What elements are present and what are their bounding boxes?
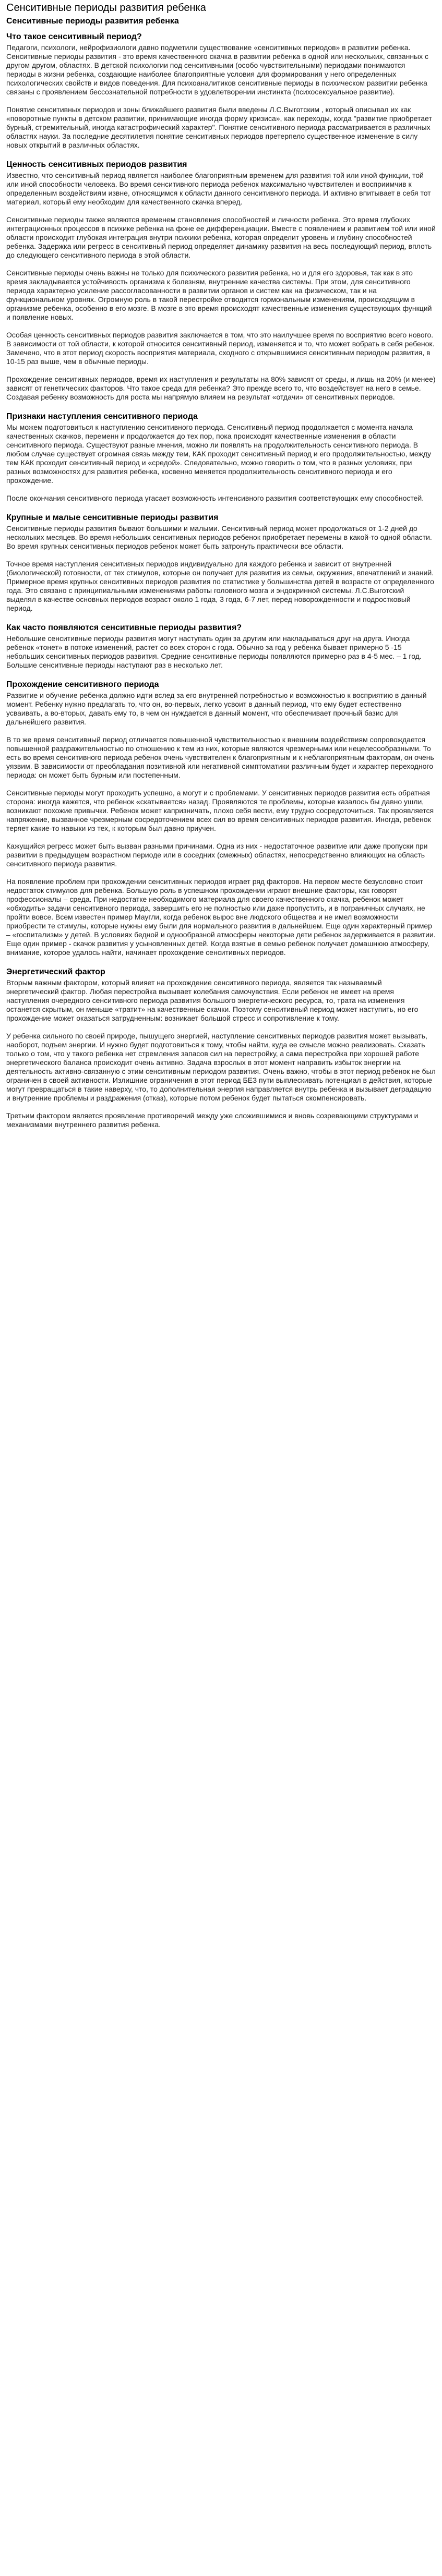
page [0, 0, 442, 1142]
paragraph: Точное время наступления сенситивных периодов индивидуально для каждого ребенка и зависит от внутренней (биологической) готовности, от тех стимулов, которые он получает для развития из семьи, окружения, впечатлений и знаний. Примерное время крупных сенситивных периодов развития по статистике у большинства детей в возрасте от определенного года. Это связано с принципиальными изменениями работы головного мозга и эндокринной системы. Л.С.Выготский выделял в качестве основных периодов возраст около 1 года, 3 года, 6-7 лет, перед новорожденности и подростковый период. [6, 560, 434, 612]
paragraph: Особая ценность сенситивных периодов развития заключается в том, что это наилучшее время по восприятию всего нового. В зависимости от той области, к которой относится сенситивный период, изменяется и то, что может вобрать в себя ребенок. Замечено, что в этот период скорость восприятия материала, сходного с открывшимися сенситивным периодом развития, в 10-15 раз выше, чем в обычные периоды. [6, 331, 435, 366]
paragraph: Понятие сенситивных периодов и зоны ближайшего развития были введены Л.С.Выготским , который описывал их как «поворотные пункты в детском развитии, принимающие иногда форму кризиса», как переходы, когда "развитие приобретает бурный, стремительный, иногда катастрофический характер". Понятие сенситивного периода рассматривается в различных областях науки. За последние десятилетия понятие сенситивных периодов претерпело существенное изменение в силу новых открытий в различных областях. [6, 105, 432, 149]
section-heading: Энергетический фактор [6, 967, 105, 976]
paragraph: Третьим фактором является проявление противоречий между уже сложившимися и вновь созревающими структурами и механизмами внутреннего развития ребенка. [6, 1111, 419, 1129]
paragraph: Вторым важным фактором, который влияет на прохождение сенситивного периода, является так называемый энергетический фактор. Любая перестройка вызывает колебания самочувствия. Если ребенок не имеет на время наступления очередного сенситивного периода развития большого энергетического ресурса, то, трата на изменения останется скрытым, он меньше «тратит» на качественные скачки. Поэтому сенситивный период может наступить, но его прохождение может оказаться затрудненным: возникает большой стресс и сопротивление к тому. [6, 978, 419, 1022]
section-heading: Крупные и малые сенситивные периоды развития [6, 513, 219, 522]
paragraph: Кажущийся регресс может быть вызван разными причинами. Одна из них - недостаточное развитие или даже пропуски при развитии в предыдущем возрастном периоде или в соседних (смежных) областях, непосредственно влияющих на область сенситивного периода развития. [6, 842, 428, 868]
paragraph: Развитие и обучение ребенка должно идти вслед за его внутренней потребностью и возможностью к восприятию в данный момент. Ребенку нужно предлагать то, что он, во-первых, легко усвоит в данный период, что ему будет естественно усваивать, а во-вторых, давать ему то, в чем он нуждается в данный момент, что обеспечивает прочный базис для дальнейшего развития. [6, 691, 427, 726]
article-body [6, 15, 436, 1129]
paragraph: Небольшие сенситивные периоды развития могут наступать один за другим или накладываться друг на друга. Иногда ребенок «тонет» в потоке изменений, растет со всех сторон с года. Обычно за год у ребенка бывает примерно 5 -15 небольших сенситивных периодов развития. Средние сенситивные периоды появляются примерно раз в 4-5 мес. – 1 год. Большие сенситивные периоды наступают раз в несколько лет. [6, 634, 422, 669]
paragraph: В то же время сенситивный период отличается повышенной чувствительностью к внешним воздействиям сопровождается повышенной раздражительностью по отношению к тем из них, которые являются чрезмерными или нецелесообразными. То есть во время сенситивного периода ребенок очень чувствителен к благоприятным и к неблагоприятным факторам, он очень уязвим. В зависимости от преобладания позитивной или негативной симптоматики различным будет и характер переходного периода: он может быть бурным или постепенным. [6, 735, 434, 779]
paragraph: На появление проблем при прохождении сенситивных периодов играет ряд факторов. На первом месте безусловно стоит недостаток стимулов для ребенка. Большую роль в успешном прохождении играют внешние факторы, как говорят профессионалы – среда. При недостатке необходимого материала для своего качественного скачка, ребенок может «обходить» задачи сенситивного периода, завершить его не полностью или даже пропустить, и в пограничных случаях, не пройти вовсе. Всем известен пример Маугли, когда ребенок вырос вне людского общества и не имел возможности приобрести те стимулы, которые нужны ему были для нормального развития в дальнейшем. Еще один характерный пример – «госпитализм» у детей. В условиях бедной и однообразной атмосферы некоторые дети ребенок задерживается в развитии. Еще один пример - скачок развития у усыновленных детей. Когда взятые в семью ребенок получает домашнюю атмосферу, внимание, которое удалось найти, начинает прохождение сенситивных периодов. [6, 877, 436, 957]
paragraph: Сенситивные периоды могут проходить успешно, а могут и с проблемами. У сенситивных периодов развития есть обратная сторона: иногда кажется, что ребенок «скатывается» назад. Проявляются те проблемы, которые казалось бы давно ушли, возникают похожие привычки. Ребенок может капризничать, плохо себя вести, ему трудно сосредоточиться. Так проявляется напряжение, вызванное чрезмерным сосредоточением всех сил во время сенситивных периодов развития. Иногда, ребенок теряет какие-то навыки из тех, к которым был давно приучен. [6, 789, 434, 832]
paragraph: Педагоги, психологи, нейрофизиологи давно подметили существование «сенситивных периодов» в развитии ребенка. Сенситивные периоды развития - это время качественного скачка в развитии ребенка в одной или нескольких, связанных с другом другом, областях. В детской психологии под сенситивными (особо чувствительными) периодами понимаются периоды в жизни ребенка, создающие наиболее благоприятные условия для формирования у него определенных психологических свойств и видов поведения. Для психоаналитиков сенситивные периоды в психическом развитии ребенка связаны с проявлением бессознательной потребности в удовлетворении инстинкта (психосексуальное развитие). [6, 43, 428, 96]
paragraph: Сенситивные периоды также являются временем становления способностей и личности ребенка. Это время глубоких интеграционных процессов в психике ребенка на фоне ее дифференциации. Вместе с появлением и развитием той или иной области происходит глубокая интеграция внутри психики ребенка, которая определит уровень и глубину способностей ребенка. Задержка или регресс в сенситивный период определяет динамику развития на весь последующий период, вплоть до следующего сенситивного периода в этой области. [6, 215, 436, 259]
section-heading: Что такое сенситивный период? [6, 32, 142, 41]
section-heading: Как часто появляются сенситивные периоды развития? [6, 623, 242, 632]
paragraph: Известно, что сенситивный период является наиболее благоприятным временем для развития той или иной функции, той или иной способности человека. Во время сенситивного периода ребенок максимально чувствителен и восприимчив к определенным воздействиям извне, относящимся к области данного сенситивного периода. И активно впитывает в себя тот материал, который ему необходим для качественного скачка вперед. [6, 171, 431, 206]
page-title: Сенситивные периоды развития ребенка [6, 2, 206, 14]
paragraph: Прохождение сенситивных периодов, время их наступления и результаты на 80% зависят от среды, и лишь на 20% (и менее) зависят от генетических факторов. Что такое среда для ребенка? Это прежде всего то, что воздействует на него в семье. Создавая ребенку возможность для роста мы напрямую влияем на результат «отдачи» от сенситивных периодов. [6, 375, 436, 401]
section-heading: Признаки наступления сенситивного периода [6, 412, 198, 421]
section-heading: Прохождение сенситивного периода [6, 680, 159, 689]
section-heading: Сенситивные периоды развития ребенка [6, 17, 179, 26]
paragraph: Мы можем подготовиться к наступлению сенситивного периода. Сенситивный период продолжается с момента начала качественных скачков, переменн и продолжается до тех пор, пока происходят качественные изменения в области сенситивного периода. Существуют разные мнения, можно ли появлять на продолжительность сенситивного периода. В любом случае существует огромная связь между тем, КАК проходит сенситивный период и его продолжительностью, между тем КАК проходит сенситивный период и «средой». Следовательно, можно говорить о том, что в разных условиях, при разных возможностях для развития ребенка, косвенно меняется продолжительность сенситивного периода и его прохождение. [6, 423, 432, 485]
section-heading: Ценность сенситивных периодов развития [6, 160, 187, 169]
paragraph: После окончания сенситивного периода угасает возможность интенсивного развития соответствующих ему способностей. [6, 494, 424, 502]
paragraph: Сенситивные периоды развития бывают большими и малыми. Сенситивный период может продолжаться от 1-2 дней до нескольких месяцев. Во время небольших сенситивных периодов ребенок приобретает перемены в какой-то одной области. Во время крупных сенситивных периодов ребенок может быть затронуть практически все области. [6, 524, 432, 550]
paragraph: У ребенка сильного по своей природе, пышущего энергией, наступление сенситивных периодов развития может вызывать, наоборот, подъем энергии. И нужно будет подготовиться к тому, чтобы найти, куда ее смысле можно реализовать. Сказать только о том, что у такого ребенка нет стремления запасов сил на перестройку, а сама перестройка при хорошей работе энергетического баланса происходит очень активно. Задача взрослых в этот момент направить избыток энергии на деятельность активно-связанную с этим сенситивным периодом развития. Очень важно, чтобы в этот период ребенок не был ограничен в своей активности. Излишние ограничения в этот период БЕЗ пути выплескивать потенциал в действия, которые могут превращаться в такие наверху, что, то дополнительная энергия направляется внутрь ребенка и вызывает деградацию и внутренние проблемы и раздражения (отказ), которые потом ребенок будет пытаться скомпенсировать. [6, 1032, 436, 1102]
paragraph: Сенситивные периоды очень важны не только для психического развития ребенка, но и для его здоровья, так как в это время закладывается устойчивость организма к болезням, внутренние качества системы. При этом, для сенситивного периода характерно усиление рассогласованности в развитии органов и систем как на физическом, так и на функциональном уровнях. Огромную роль в такой перестройке отводится гормональным изменениям, происходящим в организме ребенка, особенно в его мозге. В мозге в это время происходят качественные изменения существующих функций и появление новых. [6, 269, 432, 321]
